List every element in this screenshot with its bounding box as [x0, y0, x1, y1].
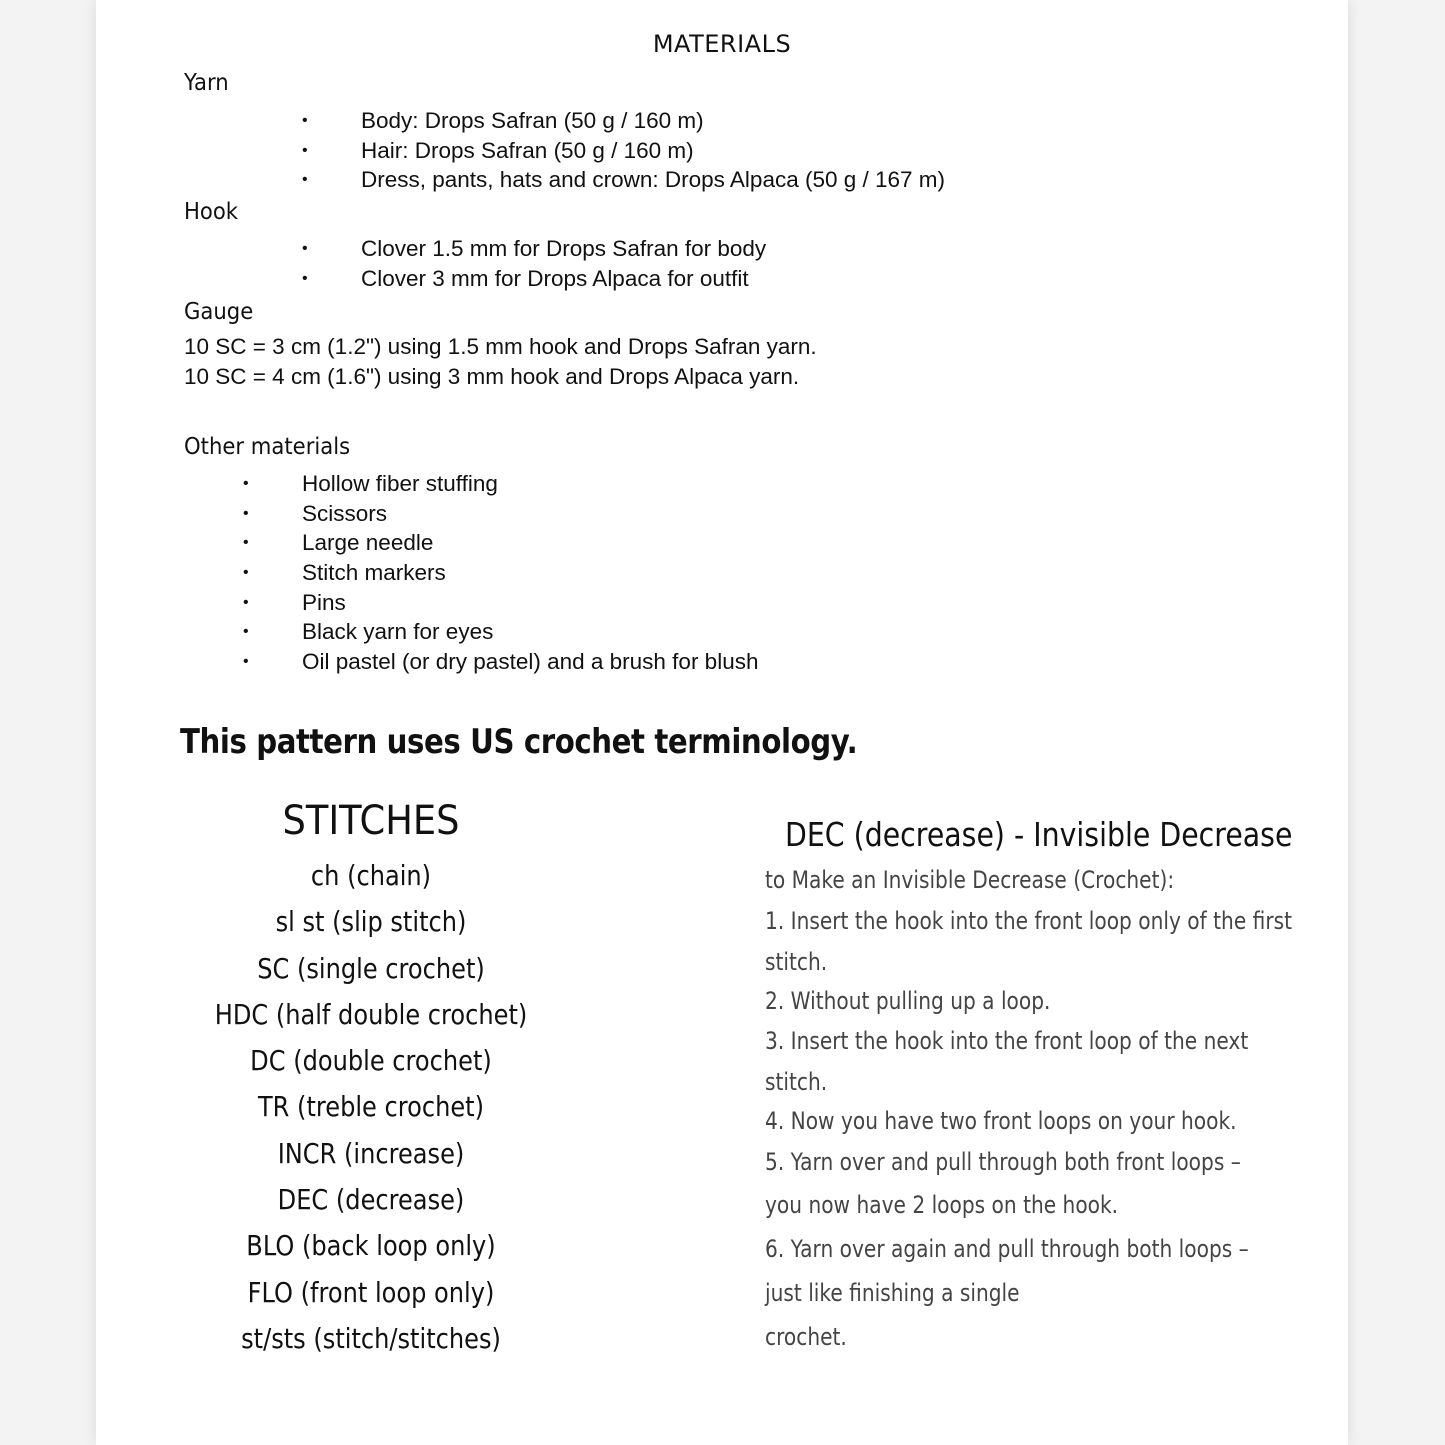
list-item: • Stitch markers — [302, 558, 758, 588]
list-item: • Body: Drops Safran (50 g / 160 m) — [361, 106, 945, 136]
page-title: MATERIALS — [652, 30, 792, 58]
instruction-line: you now have 2 loops on the hook. — [765, 1191, 1119, 1219]
list-item: st/sts (stitch/stitches) — [241, 1321, 501, 1355]
decrease-heading: DEC (decrease) - Invisible Decrease — [785, 815, 1293, 854]
document-page — [96, 0, 1348, 1445]
list-item: DC (double crochet) — [250, 1044, 492, 1078]
other-materials-heading: Other materials — [184, 434, 351, 460]
instruction-line: crochet. — [765, 1323, 847, 1351]
list-item: BLO (back loop only) — [246, 1229, 496, 1263]
instruction-line: stitch. — [765, 948, 828, 976]
list-item: INCR (increase) — [277, 1136, 465, 1170]
instruction-line: stitch. — [765, 1068, 828, 1096]
list-item: • Scissors — [302, 499, 758, 529]
instruction-line: 6. Yarn over again and pull through both loops – — [765, 1235, 1249, 1263]
list-item: • Oil pastel (or dry pastel) and a brush for blush — [302, 647, 758, 677]
bullet-icon: • — [243, 534, 249, 552]
other-materials-list — [243, 469, 759, 677]
instruction-line: 5. Yarn over and pull through both front loops – — [765, 1148, 1241, 1176]
list-item: DEC (decrease) — [277, 1183, 465, 1217]
bullet-icon: • — [243, 475, 249, 492]
list-item: SC (single crochet) — [257, 951, 485, 985]
hook-heading: Hook — [184, 199, 239, 225]
bullet-icon: • — [302, 240, 308, 257]
gauge-line: 10 SC = 3 cm (1.2") using 1.5 mm hook and Drops Safran yarn. — [184, 334, 817, 359]
bullet-icon: • — [302, 141, 308, 159]
yarn-list — [302, 106, 946, 195]
list-item: • Pins — [302, 588, 758, 618]
instruction-line: just like finishing a single — [765, 1279, 1020, 1307]
gauge-heading: Gauge — [184, 299, 254, 325]
list-item: • Large needle — [302, 528, 758, 558]
list-item: sl st (slip stitch) — [275, 905, 467, 939]
bullet-icon: • — [243, 653, 249, 671]
hook-list — [302, 234, 767, 293]
bullet-icon: • — [302, 112, 308, 129]
bullet-icon: • — [243, 504, 249, 522]
yarn-heading: Yarn — [184, 70, 229, 96]
instruction-line: 1. Insert the hook into the front loop only of the first — [765, 907, 1293, 935]
bullet-icon: • — [243, 564, 249, 582]
list-item: • Black yarn for eyes — [302, 617, 758, 647]
bullet-icon: • — [243, 593, 249, 611]
bullet-icon: • — [243, 623, 249, 641]
list-item: TR (treble crochet) — [257, 1090, 485, 1124]
instruction-line: 3. Insert the hook into the front loop of the next — [765, 1027, 1249, 1055]
stitches-heading: STITCHES — [282, 798, 460, 844]
list-item: • Clover 1.5 mm for Drops Safran for body — [361, 234, 766, 264]
list-item: ch (chain) — [310, 859, 432, 892]
list-item: • Clover 3 mm for Drops Alpaca for outfit — [361, 264, 766, 294]
list-item: • Hair: Drops Safran (50 g / 160 m) — [361, 136, 945, 166]
stitches-list — [96, 853, 646, 1362]
instruction-line: 2. Without pulling up a loop. — [765, 987, 1051, 1015]
instruction-line: to Make an Invisible Decrease (Crochet): — [765, 866, 1175, 894]
list-item: • Dress, pants, hats and crown: Drops Alpaca (50 g / 167 m) — [361, 165, 945, 195]
list-item: • Hollow fiber stuffing — [302, 469, 758, 499]
list-item: HDC (half double crochet) — [214, 997, 528, 1031]
instruction-line: 4. Now you have two front loops on your hook. — [765, 1107, 1237, 1135]
bullet-icon: • — [302, 171, 308, 189]
gauge-line: 10 SC = 4 cm (1.6") using 3 mm hook and Drops Alpaca yarn. — [184, 364, 800, 389]
list-item: FLO (front loop only) — [247, 1275, 495, 1309]
bullet-icon: • — [302, 269, 308, 287]
terminology-note: This pattern uses US crochet terminology. — [180, 722, 858, 762]
